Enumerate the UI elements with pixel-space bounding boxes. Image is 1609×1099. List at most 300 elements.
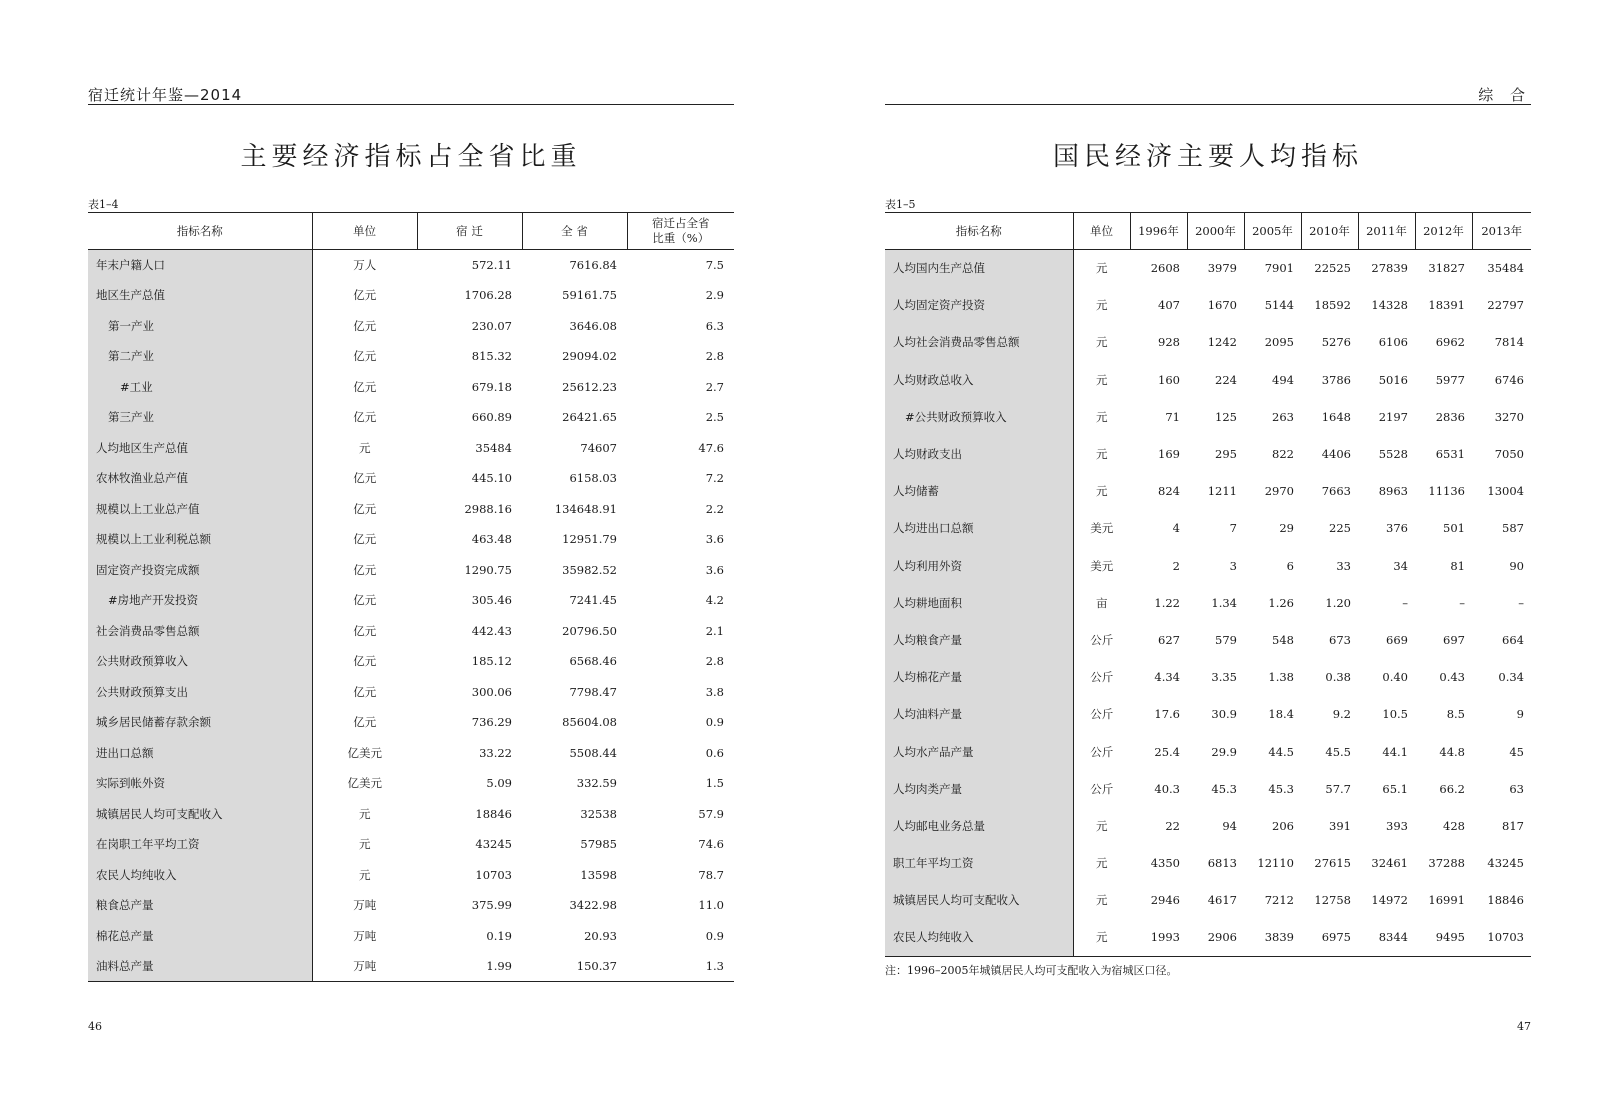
- year-value-cell: 4406: [1321, 447, 1351, 462]
- year-value-cell: 822: [1272, 447, 1294, 462]
- table-row: [88, 372, 734, 403]
- year-value-cell: 40.3: [1154, 781, 1180, 796]
- indicator-name-cell: #公共财政预算收入: [885, 398, 1073, 435]
- year-value-cell: 27839: [1371, 261, 1408, 276]
- share-value-cell: 2.7: [705, 379, 724, 394]
- indicator-name-cell: 第二产业: [88, 341, 312, 372]
- indicator-name-cell: 公共财政预算支出: [88, 677, 312, 708]
- unit-cell: 元: [1096, 335, 1108, 350]
- suqian-value-cell: 463.48: [471, 532, 512, 547]
- province-value-cell: 12951.79: [562, 532, 617, 547]
- year-value-cell: 13004: [1487, 484, 1524, 499]
- indicator-name-cell: 城镇居民人均可支配收入: [88, 799, 312, 830]
- indicator-name-cell: 人均财政支出: [885, 435, 1073, 472]
- year-value-cell: 1.26: [1268, 595, 1294, 610]
- indicator-name-cell: 人均棉花产量: [885, 659, 1073, 696]
- year-value-cell: 1993: [1130, 919, 1187, 956]
- year-value-cell: 63: [1509, 781, 1524, 796]
- table-row: [885, 510, 1531, 547]
- column-header: 指标名称: [885, 213, 1073, 250]
- province-value-cell: 35982.52: [562, 562, 617, 577]
- province-value-cell: 85604.08: [562, 715, 617, 730]
- unit-cell: 亿元: [353, 532, 377, 547]
- table-row: [885, 361, 1531, 398]
- share-value-cell: 2.2: [705, 501, 724, 516]
- year-value-cell: 4350: [1150, 856, 1180, 871]
- suqian-value-cell: 35484: [475, 440, 512, 455]
- page-title-right: 国民经济主要人均指标: [1052, 142, 1363, 172]
- year-value-cell: 10703: [1472, 919, 1531, 956]
- table-row: [885, 473, 1531, 510]
- suqian-value-cell: 43245: [475, 837, 512, 852]
- indicator-name-cell: 人均进出口总额: [885, 510, 1073, 547]
- suqian-value-cell: 300.06: [471, 684, 512, 699]
- unit-cell: 元: [1096, 447, 1108, 462]
- unit-cell: 元: [359, 837, 371, 852]
- province-value-cell: 59161.75: [562, 288, 617, 303]
- year-value-cell: –: [1518, 595, 1524, 610]
- unit-cell: 亿元: [353, 654, 377, 669]
- unit-cell: 亿元: [353, 379, 377, 394]
- year-value-cell: 22: [1165, 818, 1180, 833]
- year-value-cell: 44.1: [1382, 744, 1408, 759]
- indicator-name-cell: 人均国内生产总值: [885, 250, 1073, 287]
- column-header: 1996年: [1130, 213, 1187, 250]
- unit-cell: 公斤: [1090, 632, 1114, 647]
- unit-cell: 亿元: [353, 471, 377, 486]
- suqian-value-cell: 5.09: [486, 776, 512, 791]
- year-value-cell: 4: [1172, 521, 1180, 536]
- indicator-name-cell: 农林牧渔业总产值: [88, 463, 312, 494]
- suqian-value-cell: 2988.16: [464, 501, 512, 516]
- indicator-name-cell: 人均固定资产投资: [885, 287, 1073, 324]
- year-value-cell: 587: [1502, 521, 1524, 536]
- year-value-cell: 6531: [1435, 447, 1465, 462]
- year-value-cell: 7901: [1264, 261, 1294, 276]
- table-row: [88, 646, 734, 677]
- year-value-cell: 224: [1215, 372, 1237, 387]
- year-value-cell: 5977: [1435, 372, 1465, 387]
- year-value-cell: 57.7: [1325, 781, 1351, 796]
- suqian-value-cell: 375.99: [471, 898, 512, 913]
- indicator-name-cell: 规模以上工业利税总额: [88, 524, 312, 555]
- table-row: [88, 829, 734, 860]
- share-value-cell: 3.8: [705, 684, 724, 699]
- share-value-cell: 11.0: [698, 898, 724, 913]
- unit-cell: 公斤: [1090, 670, 1114, 685]
- indicator-name-cell: 人均水产品产量: [885, 733, 1073, 770]
- year-value-cell: 2608: [1150, 261, 1180, 276]
- share-value-cell: 7.2: [705, 471, 724, 486]
- suqian-value-cell: 18846: [475, 806, 512, 821]
- column-header: 全 省: [522, 213, 627, 250]
- indicator-name-cell: 地区生产总值: [88, 280, 312, 311]
- province-value-cell: 134648.91: [554, 501, 617, 516]
- unit-cell: 美元: [1090, 521, 1114, 536]
- year-value-cell: 31827: [1428, 261, 1465, 276]
- table-row: [88, 799, 734, 830]
- year-value-cell: 18.4: [1268, 707, 1294, 722]
- indicator-name-cell: 粮食总产量: [88, 890, 312, 921]
- running-head-right: 综 合: [1478, 86, 1531, 104]
- column-header: 2000年: [1187, 213, 1244, 250]
- year-value-cell: 501: [1443, 521, 1465, 536]
- year-value-cell: 669: [1386, 632, 1408, 647]
- year-value-cell: 928: [1158, 335, 1180, 350]
- year-value-cell: 27615: [1314, 856, 1351, 871]
- year-value-cell: 5016: [1378, 372, 1408, 387]
- unit-cell: 元: [359, 867, 371, 882]
- year-value-cell: 35484: [1487, 261, 1524, 276]
- unit-cell: 美元: [1090, 558, 1114, 573]
- year-value-cell: 9: [1516, 707, 1524, 722]
- share-value-cell: 2.1: [705, 623, 724, 638]
- province-value-cell: 20796.50: [562, 623, 617, 638]
- table-1-4: [88, 212, 734, 982]
- left-page: [88, 0, 734, 1099]
- year-value-cell: 45: [1509, 744, 1524, 759]
- column-header: 2005年: [1244, 213, 1301, 250]
- year-value-cell: 94: [1222, 818, 1237, 833]
- table-row: [88, 280, 734, 311]
- page-title-left: 主要经济指标占全省比重: [240, 142, 582, 172]
- share-value-cell: 7.5: [705, 258, 724, 272]
- year-value-cell: 34: [1393, 558, 1408, 573]
- year-value-cell: 8.5: [1446, 707, 1465, 722]
- table-row: [88, 555, 734, 586]
- indicator-name-cell: 社会消费品零售总额: [88, 616, 312, 647]
- year-value-cell: 9495: [1415, 919, 1472, 956]
- province-value-cell: 7798.47: [569, 684, 617, 699]
- unit-cell: 亿美元: [347, 745, 382, 760]
- table-row: [88, 860, 734, 891]
- unit-cell: 万人: [353, 258, 377, 272]
- table-row: [885, 845, 1531, 882]
- unit-cell: 亿美元: [347, 776, 382, 791]
- indicator-name-cell: 公共财政预算收入: [88, 646, 312, 677]
- indicator-name-cell: 农民人均纯收入: [885, 919, 1073, 956]
- table-row: [88, 890, 734, 921]
- year-value-cell: 22797: [1487, 298, 1524, 313]
- year-value-cell: 1648: [1321, 409, 1351, 424]
- year-value-cell: 2946: [1150, 893, 1180, 908]
- column-header: 宿 迁: [417, 213, 522, 250]
- indicator-name-cell: 人均肉类产量: [885, 770, 1073, 807]
- unit-cell: 亿元: [353, 684, 377, 699]
- year-value-cell: 376: [1386, 521, 1408, 536]
- table-row: [885, 435, 1531, 472]
- right-page: [885, 0, 1531, 1099]
- year-value-cell: 1.20: [1325, 595, 1351, 610]
- year-value-cell: 1211: [1207, 484, 1237, 499]
- table-row: [885, 621, 1531, 658]
- indicator-name-cell: 棉花总产量: [88, 921, 312, 952]
- year-value-cell: 8963: [1378, 484, 1408, 499]
- year-value-cell: 7: [1229, 521, 1237, 536]
- indicator-name-cell: 城镇居民人均可支配收入: [885, 882, 1073, 919]
- indicator-name-cell: 进出口总额: [88, 738, 312, 769]
- year-value-cell: 6962: [1435, 335, 1465, 350]
- share-value-cell: 1.3: [627, 951, 734, 982]
- unit-cell: 公斤: [1090, 781, 1114, 796]
- table-row: [88, 524, 734, 555]
- year-value-cell: 4.34: [1154, 670, 1180, 685]
- table-row: [88, 951, 734, 982]
- share-value-cell: 74.6: [698, 837, 724, 852]
- year-value-cell: 1.22: [1154, 595, 1180, 610]
- year-value-cell: 5276: [1321, 335, 1351, 350]
- year-value-cell: 25.4: [1154, 744, 1180, 759]
- province-value-cell: 332.59: [576, 776, 617, 791]
- indicator-name-cell: 人均财政总收入: [885, 361, 1073, 398]
- share-value-cell: 57.9: [698, 806, 724, 821]
- table-number-right: 表1–5: [885, 198, 916, 211]
- unit-cell: 元: [359, 440, 371, 455]
- unit-cell: 亿元: [353, 562, 377, 577]
- column-header: 单位: [1073, 213, 1130, 250]
- table-row: [88, 616, 734, 647]
- share-value-cell: 78.7: [698, 867, 724, 882]
- year-value-cell: 6: [1286, 558, 1294, 573]
- unit-cell: 元: [1096, 372, 1108, 387]
- year-value-cell: 2970: [1264, 484, 1294, 499]
- suqian-value-cell: 33.22: [479, 745, 512, 760]
- unit-cell: 亿元: [353, 715, 377, 730]
- year-value-cell: 7814: [1494, 335, 1524, 350]
- suqian-value-cell: 815.32: [471, 349, 512, 364]
- table-row: [88, 433, 734, 464]
- column-header: 单位: [312, 213, 417, 250]
- year-value-cell: 3.35: [1211, 670, 1237, 685]
- year-value-cell: 29.9: [1211, 744, 1237, 759]
- unit-cell: 亿元: [353, 410, 377, 425]
- suqian-value-cell: 305.46: [471, 593, 512, 608]
- unit-cell: 亩: [1096, 595, 1108, 610]
- year-value-cell: 12110: [1257, 856, 1294, 871]
- table-row: [885, 584, 1531, 621]
- unit-cell: 万吨: [312, 951, 417, 982]
- suqian-value-cell: 442.43: [471, 623, 512, 638]
- year-value-cell: 6106: [1378, 335, 1408, 350]
- unit-cell: 亿元: [353, 501, 377, 516]
- year-value-cell: 45.3: [1211, 781, 1237, 796]
- table-row: [885, 770, 1531, 807]
- year-value-cell: 32461: [1371, 856, 1408, 871]
- province-value-cell: 32538: [580, 806, 617, 821]
- year-value-cell: 33: [1336, 558, 1351, 573]
- year-value-cell: 16991: [1428, 893, 1465, 908]
- table-row: [88, 585, 734, 616]
- suqian-value-cell: 679.18: [471, 379, 512, 394]
- year-value-cell: 6813: [1207, 856, 1237, 871]
- year-value-cell: 90: [1509, 558, 1524, 573]
- year-value-cell: 125: [1215, 409, 1237, 424]
- year-value-cell: 3979: [1207, 261, 1237, 276]
- indicator-name-cell: 人均耕地面积: [885, 584, 1073, 621]
- column-header: 指标名称: [88, 213, 312, 250]
- year-value-cell: 1.38: [1268, 670, 1294, 685]
- year-value-cell: 18592: [1314, 298, 1351, 313]
- year-value-cell: 7212: [1264, 893, 1294, 908]
- year-value-cell: 1670: [1207, 298, 1237, 313]
- indicator-name-cell: 人均油料产量: [885, 696, 1073, 733]
- indicator-name-cell: 油料总产量: [88, 951, 312, 982]
- table-row: [88, 402, 734, 433]
- year-value-cell: 0.40: [1382, 670, 1408, 685]
- table-row: [88, 707, 734, 738]
- share-value-cell: 2.9: [705, 288, 724, 303]
- year-value-cell: 71: [1165, 409, 1180, 424]
- table-row: [885, 324, 1531, 361]
- share-value-cell: 1.5: [705, 776, 724, 791]
- year-value-cell: 12758: [1314, 893, 1351, 908]
- year-value-cell: 6975: [1301, 919, 1358, 956]
- table-row: [885, 733, 1531, 770]
- year-value-cell: 1242: [1207, 335, 1237, 350]
- table-row: [88, 341, 734, 372]
- share-value-cell: 0.6: [705, 745, 724, 760]
- table-row: [88, 738, 734, 769]
- table-row: [885, 398, 1531, 435]
- year-value-cell: 295: [1215, 447, 1237, 462]
- suqian-value-cell: 572.11: [471, 258, 512, 272]
- table-row: [885, 547, 1531, 584]
- year-value-cell: 7050: [1494, 447, 1524, 462]
- year-value-cell: 7663: [1321, 484, 1351, 499]
- unit-cell: 公斤: [1090, 744, 1114, 759]
- year-value-cell: 0.34: [1498, 670, 1524, 685]
- table-row: [885, 287, 1531, 324]
- table-1-5: [885, 212, 1531, 957]
- share-value-cell: 0.9: [705, 715, 724, 730]
- province-value-cell: 3422.98: [569, 898, 617, 913]
- year-value-cell: 66.2: [1439, 781, 1465, 796]
- province-value-cell: 20.93: [584, 928, 617, 943]
- suqian-value-cell: 1290.75: [464, 562, 512, 577]
- province-value-cell: 13598: [580, 867, 617, 882]
- head-rule-left: [88, 104, 734, 105]
- share-value-cell: 2.8: [705, 654, 724, 669]
- year-value-cell: 263: [1272, 409, 1294, 424]
- province-value-cell: 7616.84: [569, 258, 617, 272]
- table-number-left: 表1–4: [88, 198, 119, 211]
- year-value-cell: 10.5: [1382, 707, 1408, 722]
- year-value-cell: 3: [1229, 558, 1237, 573]
- table-row: [885, 250, 1531, 287]
- unit-cell: 公斤: [1090, 707, 1114, 722]
- page-number-right: 47: [1517, 1020, 1531, 1033]
- indicator-name-cell: 农民人均纯收入: [88, 860, 312, 891]
- year-value-cell: 1.34: [1211, 595, 1237, 610]
- year-value-cell: 44.8: [1439, 744, 1465, 759]
- column-header: 宿迁占全省 比重（%）: [627, 213, 734, 250]
- province-value-cell: 74607: [580, 440, 617, 455]
- suqian-value-cell: 445.10: [471, 471, 512, 486]
- province-value-cell: 150.37: [522, 951, 627, 982]
- province-value-cell: 57985: [580, 837, 617, 852]
- suqian-value-cell: 0.19: [486, 928, 512, 943]
- table-row: [885, 919, 1531, 956]
- year-value-cell: 22525: [1314, 261, 1351, 276]
- table-row: [88, 921, 734, 952]
- indicator-name-cell: 城乡居民储蓄存款余额: [88, 707, 312, 738]
- suqian-value-cell: 736.29: [471, 715, 512, 730]
- year-value-cell: 2836: [1435, 409, 1465, 424]
- province-value-cell: 6568.46: [569, 654, 617, 669]
- indicator-name-cell: 人均地区生产总值: [88, 433, 312, 464]
- province-value-cell: 6158.03: [569, 471, 617, 486]
- indicator-name-cell: 第三产业: [88, 402, 312, 433]
- indicator-name-cell: 人均储蓄: [885, 473, 1073, 510]
- year-value-cell: 18846: [1487, 893, 1524, 908]
- year-value-cell: 664: [1502, 632, 1524, 647]
- table-header-row: [885, 213, 1531, 250]
- column-header: 2012年: [1415, 213, 1472, 250]
- unit-cell: 元: [1096, 893, 1108, 908]
- year-value-cell: 65.1: [1382, 781, 1408, 796]
- year-value-cell: 206: [1272, 818, 1294, 833]
- unit-cell: 亿元: [353, 318, 377, 333]
- unit-cell: 万吨: [353, 928, 377, 943]
- table-row: [88, 677, 734, 708]
- year-value-cell: 160: [1158, 372, 1180, 387]
- year-value-cell: 6746: [1494, 372, 1524, 387]
- table-row: [88, 768, 734, 799]
- year-value-cell: 18391: [1428, 298, 1465, 313]
- year-value-cell: 43245: [1487, 856, 1524, 871]
- year-value-cell: 3270: [1494, 409, 1524, 424]
- indicator-name-cell: 人均粮食产量: [885, 621, 1073, 658]
- year-value-cell: 9.2: [1332, 707, 1351, 722]
- suqian-value-cell: 1706.28: [464, 288, 512, 303]
- year-value-cell: 428: [1443, 818, 1465, 833]
- table-note: 注：1996–2005年城镇居民人均可支配收入为宿城区口径。: [885, 964, 1178, 977]
- share-value-cell: 3.6: [705, 562, 724, 577]
- year-value-cell: 697: [1443, 632, 1465, 647]
- year-value-cell: 5528: [1378, 447, 1408, 462]
- indicator-name-cell: 实际到帐外资: [88, 768, 312, 799]
- year-value-cell: 3839: [1244, 919, 1301, 956]
- share-value-cell: 2.8: [705, 349, 724, 364]
- year-value-cell: 4617: [1207, 893, 1237, 908]
- head-rule-right: [885, 104, 1531, 105]
- year-value-cell: –: [1459, 595, 1465, 610]
- year-value-cell: 548: [1272, 632, 1294, 647]
- unit-cell: 元: [1096, 818, 1108, 833]
- year-value-cell: 391: [1329, 818, 1351, 833]
- suqian-value-cell: 230.07: [471, 318, 512, 333]
- indicator-name-cell: 在岗职工年平均工资: [88, 829, 312, 860]
- unit-cell: 元: [1096, 409, 1108, 424]
- province-value-cell: 7241.45: [569, 593, 617, 608]
- share-value-cell: 6.3: [705, 318, 724, 333]
- year-value-cell: 81: [1450, 558, 1465, 573]
- indicator-name-cell: 职工年平均工资: [885, 845, 1073, 882]
- indicator-name-cell: #工业: [88, 372, 312, 403]
- unit-cell: 元: [1073, 919, 1130, 956]
- unit-cell: 元: [1096, 261, 1108, 276]
- share-value-cell: 3.6: [705, 532, 724, 547]
- year-value-cell: 8344: [1358, 919, 1415, 956]
- year-value-cell: 45.5: [1325, 744, 1351, 759]
- unit-cell: 亿元: [353, 288, 377, 303]
- unit-cell: 元: [1096, 856, 1108, 871]
- year-value-cell: 29: [1279, 521, 1294, 536]
- unit-cell: 万吨: [353, 898, 377, 913]
- column-header: 2013年: [1472, 213, 1531, 250]
- year-value-cell: 3786: [1321, 372, 1351, 387]
- share-value-cell: 47.6: [698, 440, 724, 455]
